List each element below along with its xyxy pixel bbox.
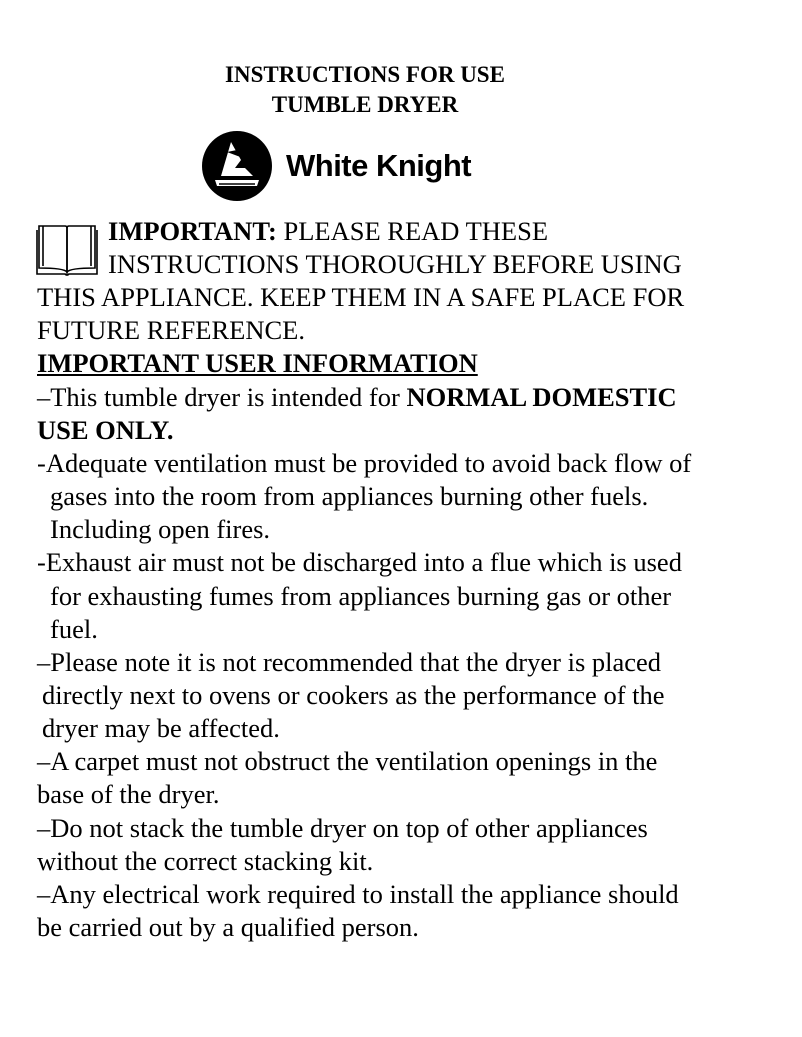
item-4-line-1: –Please note it is not recommended that the dryer is placed <box>37 647 662 677</box>
item-5-line-2: base of the dryer. <box>37 779 220 809</box>
book-icon <box>36 220 98 278</box>
item-3-line-2: for exhausting fumes from appliances burning gas or other <box>50 581 672 611</box>
item-7-line-2: be carried out by a qualified person. <box>37 912 419 942</box>
intro-line-1 <box>108 215 548 248</box>
item-3-line-3: fuel. <box>50 614 98 644</box>
title-line-1: INSTRUCTIONS FOR USE <box>225 62 505 87</box>
section-heading: IMPORTANT USER INFORMATION <box>37 348 478 378</box>
intro-line-2: INSTRUCTIONS THOROUGHLY BEFORE USING <box>108 249 682 279</box>
item-6-line-2: without the correct stacking kit. <box>37 846 374 876</box>
brand-name: White Knight <box>286 148 472 183</box>
item-4-line-3: dryer may be affected. <box>42 713 280 743</box>
title-line-2: TUMBLE DRYER <box>271 92 459 117</box>
item-1-line-2 <box>37 414 174 447</box>
white-knight-logo-icon <box>201 130 273 202</box>
item-6-line-1: –Do not stack the tumble dryer on top of other appliances <box>37 813 648 843</box>
item-2-line-3: Including open fires. <box>50 514 271 544</box>
item-3-line-1: -Exhaust air must not be discharged into a flue which is used <box>37 547 682 577</box>
intro-line-4: FUTURE REFERENCE. <box>37 315 305 345</box>
item-1-line-1 <box>37 381 677 414</box>
item-1-bold-2: USE ONLY. <box>37 415 174 445</box>
item-5-line-1: –A carpet must not obstruct the ventilation openings in the <box>37 746 658 776</box>
intro-line-3: THIS APPLIANCE. KEEP THEM IN A SAFE PLACE FOR <box>37 282 685 312</box>
important-label: IMPORTANT: <box>108 216 277 246</box>
item-4-line-2: directly next to ovens or cookers as the performance of the <box>42 680 665 710</box>
item-2-line-2: gases into the room from appliances burning other fuels. <box>50 481 649 511</box>
item-2-line-1: -Adequate ventilation must be provided to avoid back flow of <box>37 448 692 478</box>
item-7-line-1: –Any electrical work required to install the appliance should <box>37 879 679 909</box>
brand-logo <box>201 130 471 202</box>
item-1-text: –This tumble dryer is intended for <box>37 382 407 412</box>
item-1-bold: NORMAL DOMESTIC <box>406 382 677 412</box>
intro-text-1: PLEASE READ THESE <box>283 216 549 246</box>
